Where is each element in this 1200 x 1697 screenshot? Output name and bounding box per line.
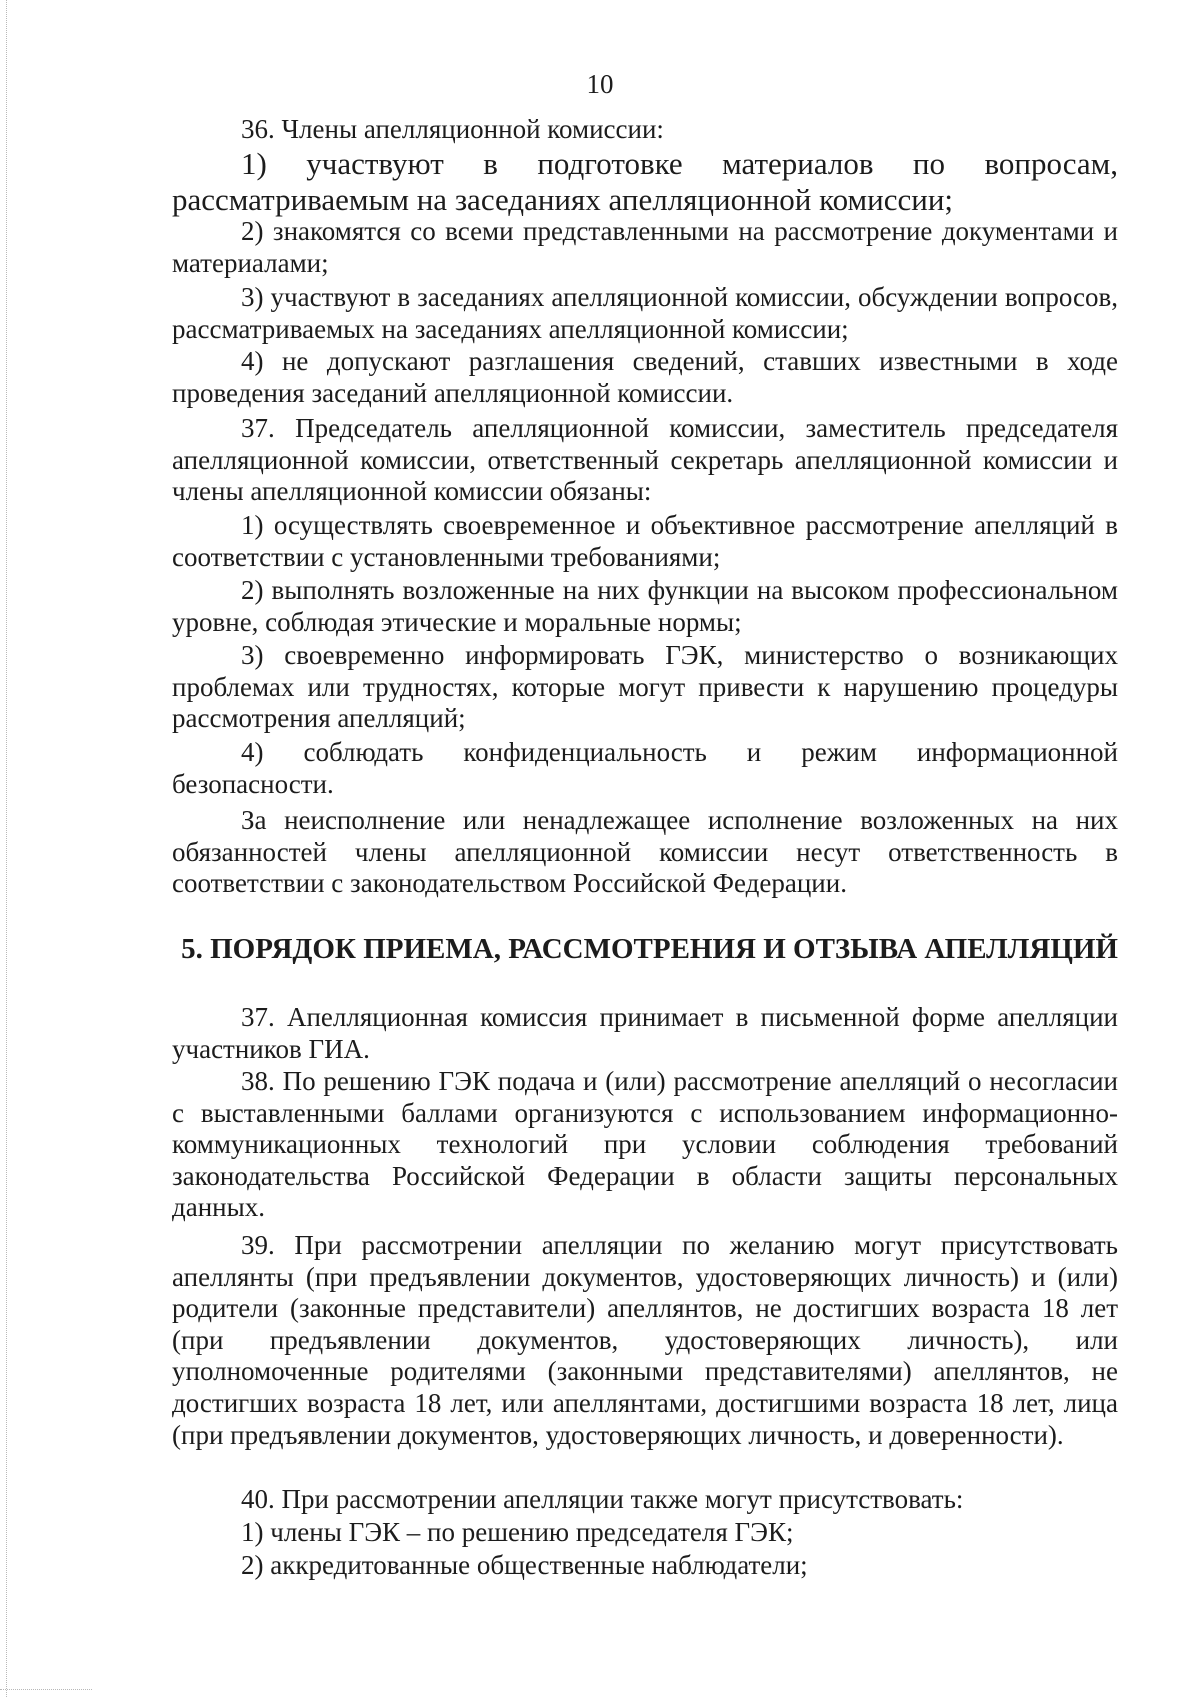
paragraph-37-appeals: 37. Апелляционная комиссия принимает в письменной форме апелляции участников ГИА. [172,1002,1118,1064]
paragraph-37-item-3: 3) своевременно информировать ГЭК, министерство о возникающих проблемах или трудностях, которые могут привести к нарушению процедуры рассмотрения апелляций; [172,640,1118,734]
page-number: 10 [586,69,614,99]
section-heading: 5. ПОРЯДОК ПРИЕМА, РАССМОТРЕНИЯ И ОТЗЫВА АПЕЛЛЯЦИЙ [181,933,1118,965]
paragraph-40: 40. При рассмотрении апелляции также могут присутствовать: [241,1484,964,1514]
paragraph-36-item-2: 2) знакомятся со всеми представленными на рассмотрение документами и материалами; [172,216,1118,278]
scan-edge-left [6,0,7,1697]
paragraph-36-item-1: 1) участвуют в подготовке материалов по вопросам, рассматриваемым на заседаниях апелляционной комиссии; [172,146,1118,217]
scan-edge-bottom [0,1689,92,1690]
paragraph-37-item-4: 4) соблюдать конфиденциальность и режим информационной безопасности. [172,737,1118,799]
paragraph-37: 37. Председатель апелляционной комиссии, заместитель председателя апелляционной комиссии, ответственный секретарь апелляционной комиссии и члены апелляционной комиссии обязаны: [172,413,1118,507]
paragraph-37-item-2: 2) выполнять возложенные на них функции на высоком профессиональном уровне, соблюдая этические и моральные нормы; [172,575,1118,637]
paragraph-40-item-2: 2) аккредитованные общественные наблюдатели; [241,1550,808,1580]
paragraph-36-item-3: 3) участвуют в заседаниях апелляционной комиссии, обсуждении вопросов, рассматриваемых на заседаниях апелляционной комиссии; [172,282,1118,344]
paragraph-37-item-1: 1) осуществлять своевременное и объективное рассмотрение апелляций в соответствии с установленными требованиями; [172,510,1118,572]
paragraph-36-item-4: 4) не допускают разглашения сведений, ставших известными в ходе проведения заседаний апелляционной комиссии. [172,346,1118,408]
paragraph-36: 36. Члены апелляционной комиссии: [241,114,664,144]
paragraph-39: 39. При рассмотрении апелляции по желанию могут присутствовать апеллянты (при предъявлении документов, удостоверяющих личность) и (или) родители (законные представители) апеллянтов, не достигших возраста 18 лет (при предъявлении документов, удостоверяющих личность), или уполномоченные родителями (законными представителями) апеллянтов, не достигших возраста 18 лет, или апеллянтами, достигшими возраста 18 лет, лица (при предъявлении документов, удостоверяющих личность, и доверенности). [172,1230,1118,1450]
paragraph-38: 38. По решению ГЭК подача и (или) рассмотрение апелляций о несогласии с выставленными баллами организуются с использованием информационно-коммуникационных технологий при условии соблюдения требований законодательства Российской Федерации в области защиты персональных данных. [172,1066,1118,1223]
paragraph-40-item-1: 1) члены ГЭК – по решению председателя ГЭК; [241,1517,794,1547]
paragraph-responsibility: За неисполнение или ненадлежащее исполнение возложенных на них обязанностей члены апелляционной комиссии несут ответственность в соответствии с законодательством Российской Федерации. [172,805,1118,899]
